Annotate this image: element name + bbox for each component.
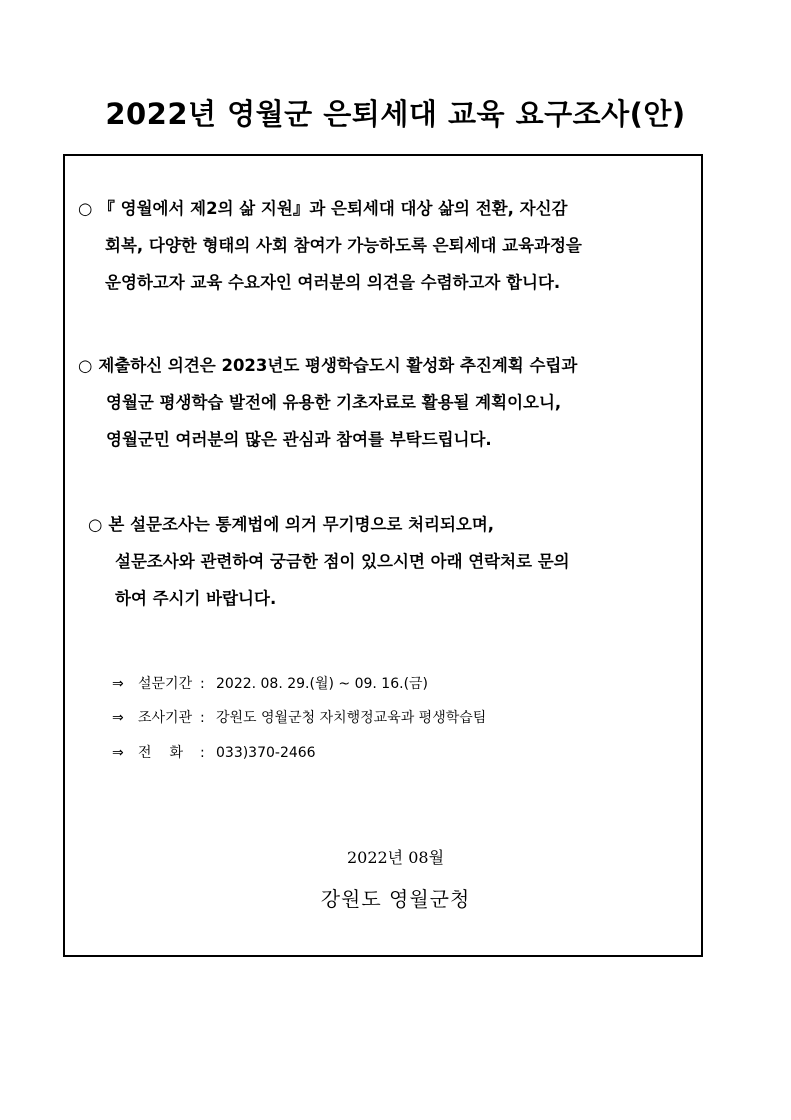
info-label: 전화 bbox=[138, 745, 202, 761]
right-double-arrow-icon: ⇒ bbox=[112, 745, 124, 761]
circle-bullet-icon: ○ bbox=[88, 515, 103, 534]
info-value: 강원도 영월군청 자치행정교육과 평생학습팀 bbox=[216, 710, 487, 726]
paragraph-line: ○ 본 설문조사는 통계법에 의거 무기명으로 처리되오며, bbox=[88, 506, 570, 543]
right-double-arrow-icon: ⇒ bbox=[112, 676, 124, 692]
info-colon: : bbox=[200, 676, 205, 692]
issuing-organization: 강원도 영월군청 bbox=[320, 887, 471, 911]
paragraph-line: 영월군 평생학습 발전에 유용한 기초자료로 활용될 계획이오니, bbox=[106, 393, 562, 412]
right-double-arrow-icon: ⇒ bbox=[112, 710, 124, 726]
info-value: 033)370-2466 bbox=[216, 745, 316, 761]
paragraph-privacy bbox=[88, 506, 570, 617]
info-survey-period bbox=[112, 674, 428, 694]
paragraph-line: 운영하고자 교육 수요자인 여러분의 의견을 수렴하고자 합니다. bbox=[105, 273, 561, 292]
paragraph-line: 영월군민 여러분의 많은 관심과 참여를 부탁드립니다. bbox=[106, 430, 492, 449]
info-colon: : bbox=[200, 710, 205, 726]
paragraph-line: ○ 『 영월에서 제2의 삶 지원』과 은퇴세대 대상 삶의 전환, 자신감 bbox=[78, 190, 582, 227]
paragraph-line: 설문조사와 관련하여 궁금한 점이 있으시면 아래 연락처로 문의 bbox=[115, 552, 570, 571]
info-value: 2022. 08. 29.(월) ~ 09. 16.(금) bbox=[216, 676, 429, 692]
info-phone bbox=[112, 743, 316, 763]
info-label: 설문기간 bbox=[138, 676, 193, 692]
page-title: 2022년 영월군 은퇴세대 교육 요구조사(안) bbox=[105, 97, 686, 131]
paragraph-usage bbox=[78, 347, 577, 458]
paragraph-line: ○ 제출하신 의견은 2023년도 평생학습도시 활성화 추진계획 수립과 bbox=[78, 347, 577, 384]
circle-bullet-icon: ○ bbox=[78, 356, 93, 375]
info-colon: : bbox=[200, 745, 205, 761]
issue-date: 2022년 08월 bbox=[346, 848, 445, 867]
info-survey-agency bbox=[112, 708, 486, 728]
paragraph-line: 하여 주시기 바랍니다. bbox=[115, 589, 277, 608]
paragraph-purpose bbox=[78, 190, 582, 301]
info-label: 조사기관 bbox=[138, 710, 193, 726]
paragraph-line: 회복, 다양한 형태의 사회 참여가 가능하도록 은퇴세대 교육과정을 bbox=[105, 236, 582, 255]
circle-bullet-icon: ○ bbox=[78, 199, 93, 218]
